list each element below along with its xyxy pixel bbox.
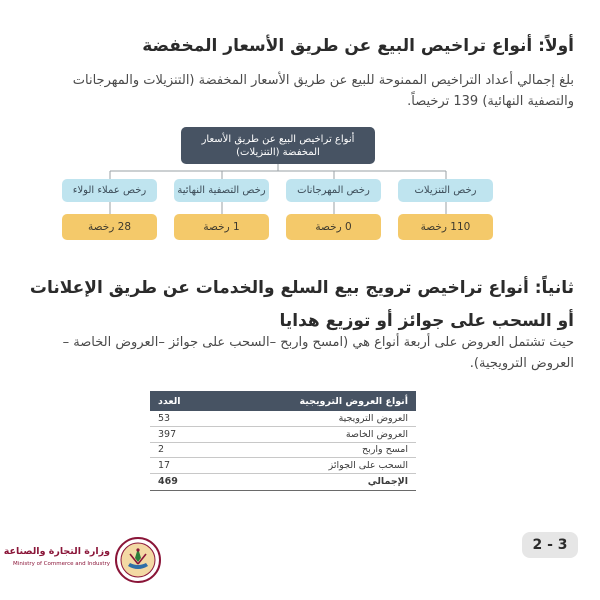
ministry-emblem-icon: [114, 536, 162, 584]
table-row: [150, 442, 416, 458]
page-number: 2 - 3: [522, 532, 578, 558]
tree-value-festivals: 0 رخصة: [286, 214, 381, 240]
tree-root: أنواع تراخيص البيع عن طريق الأسعار المخفضة (التنزيلات): [181, 127, 375, 164]
table-cell-type: العروض الخاصة: [246, 427, 416, 443]
table-cell-type: العروض الترويجية: [246, 411, 416, 427]
section2-paragraph: حيث تشتمل العروض على أربعة أنواع هي (امسح واربح –السحب على جوائز –العروض الخاصة – العروض الترويجية).: [62, 335, 574, 371]
tree-value-clearance: 1 رخصة: [174, 214, 269, 240]
table-header-type: أنواع العروض الترويجية: [246, 391, 416, 411]
table-cell-type: السحب على الجوائز: [246, 458, 416, 474]
table-row: [150, 427, 416, 443]
table-cell-type: امسح واربح: [246, 442, 416, 458]
promotions-table: [150, 391, 416, 491]
tree-category-loyalty: رخص عملاء الولاء: [62, 179, 157, 202]
table-cell-count: 397: [150, 427, 246, 443]
table-header-count: العدد: [150, 391, 246, 411]
table-total-row: [150, 473, 416, 490]
tree-value-sales: 110 رخصة: [398, 214, 493, 240]
section1-heading: أولاً: أنواع تراخيص البيع عن طريق الأسعار المخفضة: [142, 36, 574, 56]
ministry-name-arabic: وزارة التجارة والصناعة: [3, 546, 110, 557]
table-header-row: [150, 391, 416, 411]
section2-heading-line1: ثانياً: أنواع تراخيص ترويج بيع السلع والخدمات عن طريق الإعلانات: [29, 278, 574, 298]
section2-heading-line2: أو السحب على جوائز أو توزيع هدايا: [279, 311, 574, 331]
table-total-label: الإجمالي: [246, 473, 416, 490]
tree-value-loyalty: 28 رخصة: [62, 214, 157, 240]
table-row: [150, 411, 416, 427]
tree-category-clearance: رخص التصفية النهائية: [174, 179, 269, 202]
table-row: [150, 458, 416, 474]
tree-category-festivals: رخص المهرجانات: [286, 179, 381, 202]
table-cell-count: 2: [150, 442, 246, 458]
table-total-value: 469: [150, 473, 246, 490]
section2-heading: [14, 272, 574, 338]
table-cell-count: 53: [150, 411, 246, 427]
tree-category-sales: رخص التنزيلات: [398, 179, 493, 202]
section1-paragraph: بلغ إجمالي أعداد التراخيص الممنوحة للبيع عن طريق الأسعار المخفضة (التنزيلات والمهرجانات والتصفية النهائية) 139 ترخيصاً.: [72, 73, 574, 109]
table-cell-count: 17: [150, 458, 246, 474]
ministry-name-english: Ministry of Commerce and Industry: [13, 561, 110, 567]
